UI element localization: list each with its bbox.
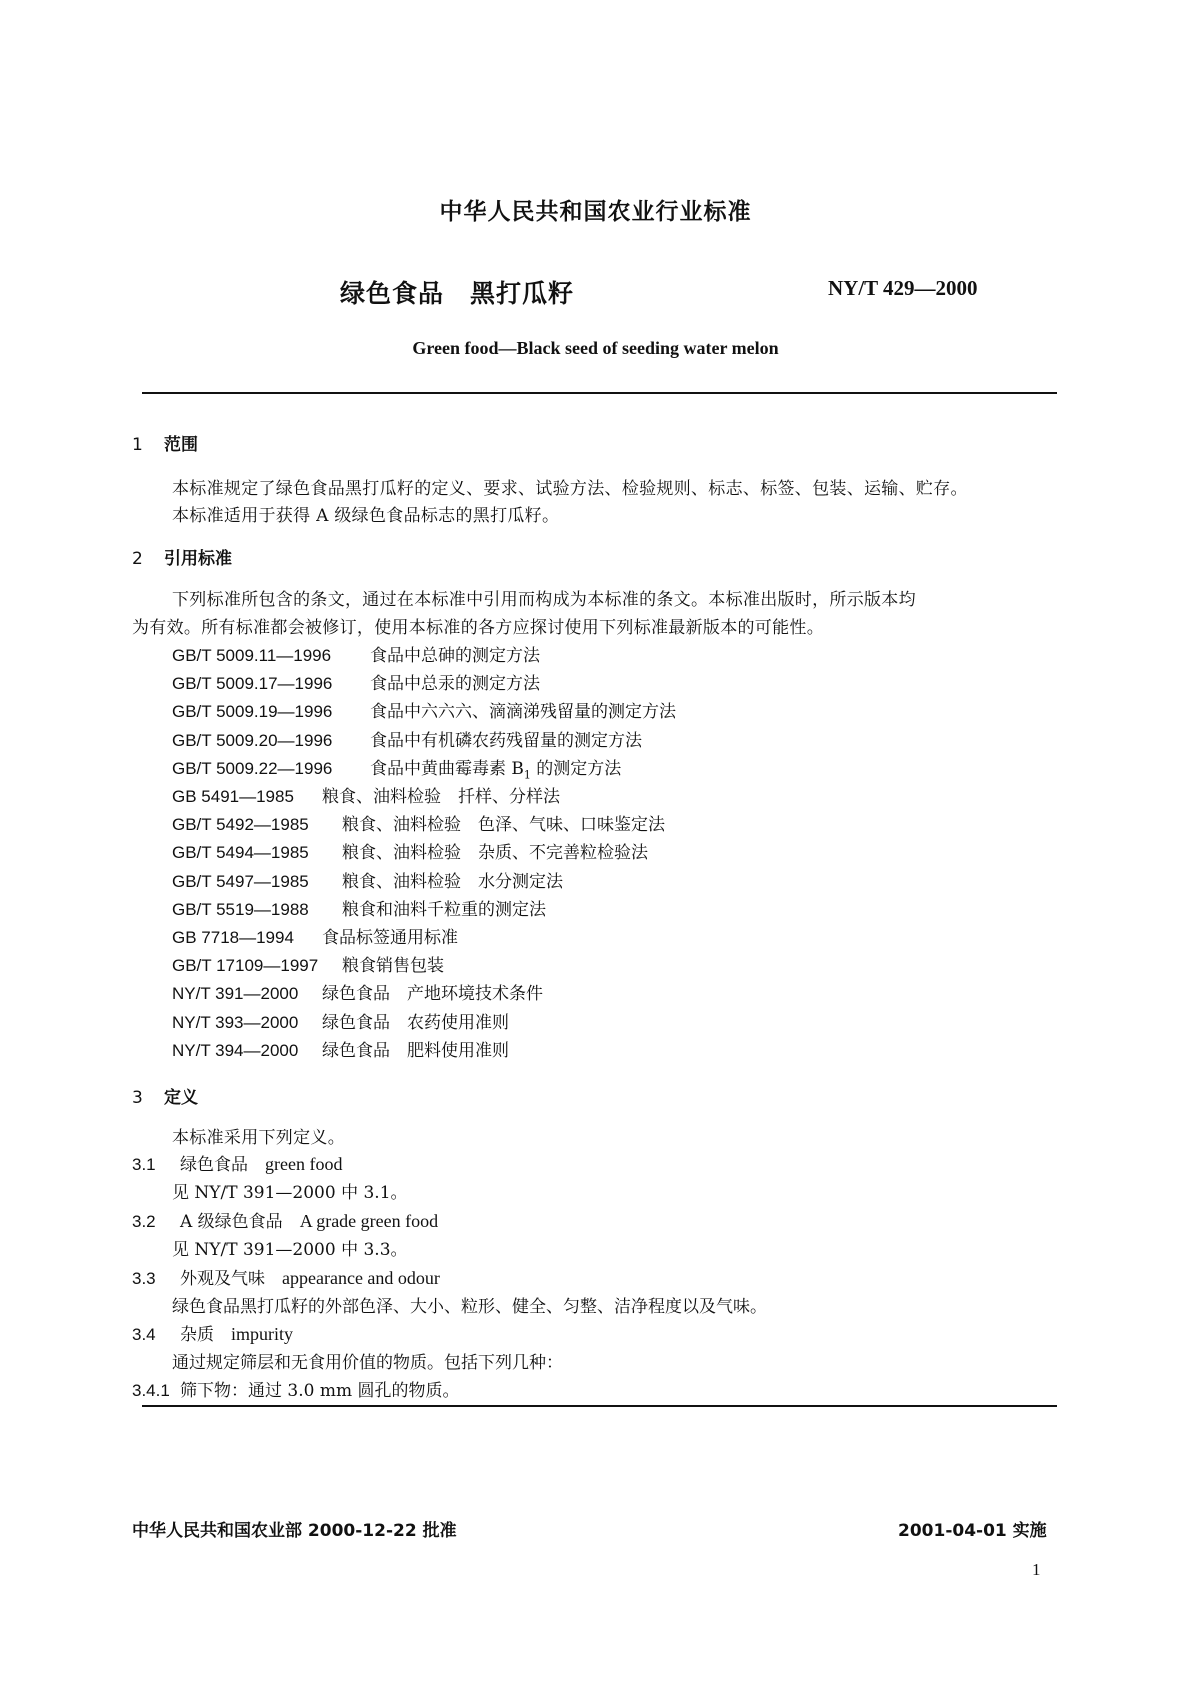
standard-ref-title: 粮食和油料千粒重的测定法 — [342, 899, 546, 920]
top-divider — [142, 392, 1057, 394]
standard-ref-code: GB/T 17109—1997 — [172, 956, 319, 976]
standard-ref-title: 粮食销售包装 — [342, 956, 444, 977]
definition-3-4-term: 3.4 杂质 impurity — [132, 1324, 293, 1345]
standard-ref-title: 粮食、油料检验 水分测定法 — [342, 871, 563, 892]
section-3-heading: 3 定义 — [132, 1088, 198, 1108]
section-3-para-1: 本标准采用下列定义。 — [172, 1128, 345, 1148]
standard-ref-code: GB/T 5494—1985 — [172, 843, 309, 863]
referenced-standard-row — [172, 754, 621, 781]
referenced-standard-row — [172, 1036, 509, 1061]
standard-ref-code: NY/T 391—2000 — [172, 984, 299, 1004]
page-number: 1 — [1032, 1560, 1041, 1579]
section-2-para-line-1: 下列标准所包含的条文，通过在本标准中引用而构成为本标准的条文。本标准出版时，所示版本均 — [172, 590, 916, 610]
standard-ref-code: GB/T 5497—1985 — [172, 871, 309, 891]
referenced-standard-row — [172, 867, 563, 892]
referenced-standard-row — [172, 669, 540, 694]
standard-ref-title: 食品中黄曲霉毒素 B — [370, 758, 524, 779]
standard-ref-title: 粮食、油料检验 扦样、分样法 — [322, 787, 560, 807]
standard-ref-title: 绿色食品 农药使用准则 — [322, 1012, 509, 1033]
referenced-standard-row — [172, 979, 543, 1004]
implementation-date: 2001-04-01 实施 — [898, 1521, 1047, 1541]
referenced-standard-row — [172, 726, 642, 751]
referenced-standard-row — [172, 782, 560, 807]
standard-ref-code: GB/T 5492—1985 — [172, 815, 309, 835]
definition-3-4-body: 通过规定筛层和无食用价值的物质。包括下列几种： — [172, 1353, 563, 1373]
definition-3-3-term: 3.3 外观及气味 appearance and odour — [132, 1268, 440, 1289]
referenced-standard-row — [172, 895, 546, 920]
referenced-standard-row — [172, 697, 676, 722]
standard-ref-code: GB/T 5009.19—1996 — [172, 702, 333, 722]
standard-ref-title: 食品中总汞的测定方法 — [370, 674, 540, 695]
english-title: Green food—Black seed of seeding water melon — [412, 338, 779, 358]
section-1-heading: 1 范围 — [132, 435, 198, 455]
standard-ref-code: GB/T 5009.17—1996 — [172, 674, 333, 694]
section-2-heading: 2 引用标准 — [132, 549, 232, 569]
section-2-para-line-2: 为有效。所有标准都会被修订，使用本标准的各方应探讨使用下列标准最新版本的可能性。 — [132, 618, 824, 638]
standard-category-header: 中华人民共和国农业行业标准 — [439, 199, 752, 225]
standard-ref-title: 食品标签通用标准 — [322, 928, 458, 948]
referenced-standard-row — [172, 951, 444, 976]
standard-ref-title: 绿色食品 肥料使用准则 — [322, 1040, 509, 1061]
referenced-standard-row — [172, 810, 665, 835]
referenced-standard-row — [172, 641, 540, 666]
definition-3-2-term: 3.2 A 级绿色食品 A grade green food — [132, 1211, 439, 1232]
document-title: 绿色食品 黑打瓜籽 — [340, 279, 575, 308]
referenced-standard-row — [172, 1008, 509, 1033]
standard-ref-code: GB/T 5009.20—1996 — [172, 730, 333, 750]
standard-ref-code: GB 7718—1994 — [172, 928, 294, 947]
section-1-para-1: 本标准规定了绿色食品黑打瓜籽的定义、要求、试验方法、检验规则、标志、标签、包装、运输、贮存。 — [172, 479, 968, 499]
footer-divider — [142, 1405, 1057, 1407]
section-1-para-2: 本标准适用于获得 A 级绿色食品标志的黑打瓜籽。 — [172, 506, 560, 526]
definition-3-1-term: 3.1 绿色食品 green food — [132, 1154, 343, 1175]
standard-code: NY/T 429—2000 — [828, 276, 978, 300]
definition-3-4-1: 3.4.1 筛下物：通过 3.0 mm 圆孔的物质。 — [132, 1381, 460, 1401]
standard-ref-title: 食品中有机磷农药残留量的测定方法 — [370, 730, 642, 751]
standard-ref-title: 食品中总砷的测定方法 — [370, 646, 540, 666]
standard-ref-title: 绿色食品 产地环境技术条件 — [322, 984, 543, 1005]
standard-ref-code: NY/T 394—2000 — [172, 1040, 299, 1060]
approval-note: 中华人民共和国农业部 2000-12-22 批准 — [132, 1521, 457, 1541]
definition-3-2-body: 见 NY/T 391—2000 中 3.3。 — [172, 1240, 408, 1260]
standard-ref-title: 粮食、油料检验 杂质、不完善粒检验法 — [342, 843, 648, 864]
standard-ref-title: 粮食、油料检验 色泽、气味、口味鉴定法 — [342, 815, 665, 836]
subscript: 1 — [523, 768, 531, 782]
referenced-standard-row — [172, 923, 458, 948]
referenced-standard-row — [172, 838, 648, 863]
standard-ref-code: GB/T 5519—1988 — [172, 899, 309, 919]
standard-ref-code: GB 5491—1985 — [172, 787, 294, 806]
standard-ref-code: GB/T 5009.11—1996 — [172, 646, 332, 665]
standard-ref-code: GB/T 5009.22—1996 — [172, 758, 333, 778]
definition-3-3-body: 绿色食品黑打瓜籽的外部色泽、大小、粒形、健全、匀整、洁净程度以及气味。 — [172, 1297, 767, 1317]
definition-3-1-body: 见 NY/T 391—2000 中 3.1。 — [172, 1183, 408, 1203]
standard-ref-code: NY/T 393—2000 — [172, 1012, 299, 1032]
standard-ref-title-tail: 的测定方法 — [530, 758, 622, 779]
standard-ref-title: 食品中六六六、滴滴涕残留量的测定方法 — [370, 702, 676, 723]
